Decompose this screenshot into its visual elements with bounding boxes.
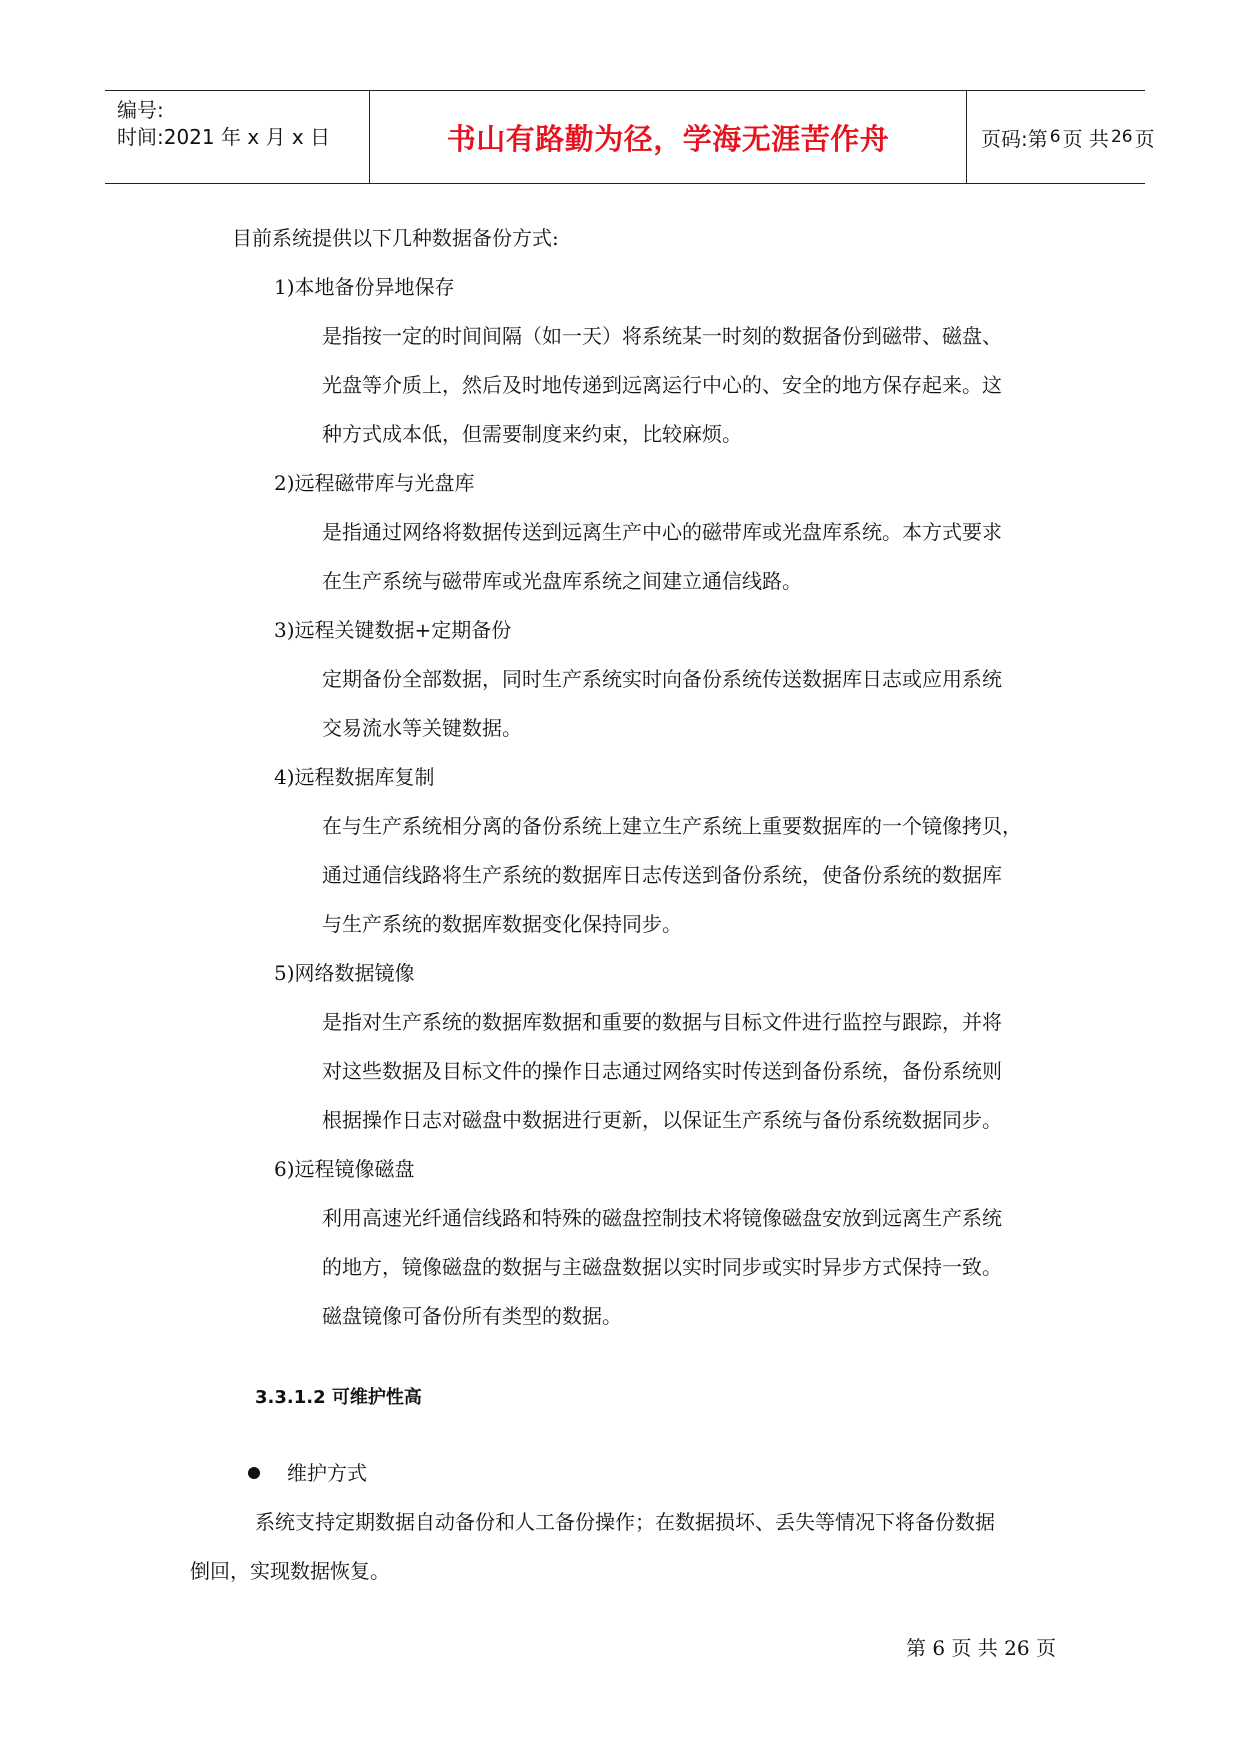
page-footer: 第 6 页 共 26 页 — [906, 1636, 1056, 1660]
page-header — [105, 90, 1155, 184]
item-text: 在生产系统与磁带库或光盘库系统之间建立通信线路。 — [322, 569, 802, 593]
number-label: 编号: — [117, 98, 164, 122]
intro-line: 目前系统提供以下几种数据备份方式: — [232, 226, 559, 250]
item-title: 5)网络数据镜像 — [274, 961, 415, 985]
item-title: 3)远程关键数据+定期备份 — [274, 618, 512, 642]
item-text: 是指通过网络将数据传送到远离生产中心的磁带库或光盘库系统。本方式要求 — [322, 520, 1002, 544]
header-motto: 书山有路勤为径，学海无涯苦作舟 — [370, 91, 967, 183]
bullet-item: 维护方式 — [287, 1461, 367, 1485]
page-prefix: 页码:第 — [981, 126, 1048, 151]
item-text: 根据操作日志对磁盘中数据进行更新，以保证生产系统与备份系统数据同步。 — [322, 1108, 1002, 1132]
item-text: 交易流水等关键数据。 — [322, 716, 522, 740]
header-page-info — [967, 91, 1159, 183]
page-suffix: 页 — [1134, 126, 1155, 151]
item-text: 是指对生产系统的数据库数据和重要的数据与目标文件进行监控与跟踪，并将 — [322, 1010, 1002, 1034]
bullet-icon — [248, 1467, 260, 1479]
item-text: 光盘等介质上，然后及时地传递到远离运行中心的、安全的地方保存起来。这 — [322, 373, 1002, 397]
page-total: 26 — [1110, 127, 1133, 147]
item-text: 与生产系统的数据库数据变化保持同步。 — [322, 912, 682, 936]
item-title: 1)本地备份异地保存 — [274, 275, 455, 299]
item-title: 2)远程磁带库与光盘库 — [274, 471, 475, 495]
item-text: 利用高速光纤通信线路和特殊的磁盘控制技术将镜像磁盘安放到远离生产系统 — [322, 1206, 1002, 1230]
item-text: 磁盘镜像可备份所有类型的数据。 — [322, 1304, 622, 1328]
item-text: 对这些数据及目标文件的操作日志通过网络实时传送到备份系统，备份系统则 — [322, 1059, 1002, 1083]
item-title: 4)远程数据库复制 — [274, 765, 435, 789]
item-title: 6)远程镜像磁盘 — [274, 1157, 415, 1181]
item-text: 是指按一定的时间间隔（如一天）将系统某一时刻的数据备份到磁带、磁盘、 — [322, 324, 1002, 348]
item-text: 种方式成本低，但需要制度来约束，比较麻烦。 — [322, 422, 742, 446]
item-text: 定期备份全部数据，同时生产系统实时向备份系统传送数据库日志或应用系统 — [322, 667, 1002, 691]
header-meta — [105, 91, 370, 183]
page-mid: 页 共 — [1062, 126, 1109, 151]
section-heading: 3.3.1.2 可维护性高 — [255, 1387, 422, 1408]
item-text: 通过通信线路将生产系统的数据库日志传送到备份系统，使备份系统的数据库 — [322, 863, 1002, 887]
closing-text: 系统支持定期数据自动备份和人工备份操作；在数据损坏、丢失等情况下将备份数据 — [255, 1510, 995, 1534]
time-label: 时间:2021 年 x 月 x 日 — [117, 125, 331, 149]
item-text: 在与生产系统相分离的备份系统上建立生产系统上重要数据库的一个镜像拷贝， — [322, 814, 1022, 838]
item-text: 的地方，镜像磁盘的数据与主磁盘数据以实时同步或实时异步方式保持一致。 — [322, 1255, 1002, 1279]
page-number: 6 — [1049, 127, 1061, 147]
closing-text: 倒回，实现数据恢复。 — [190, 1559, 390, 1583]
